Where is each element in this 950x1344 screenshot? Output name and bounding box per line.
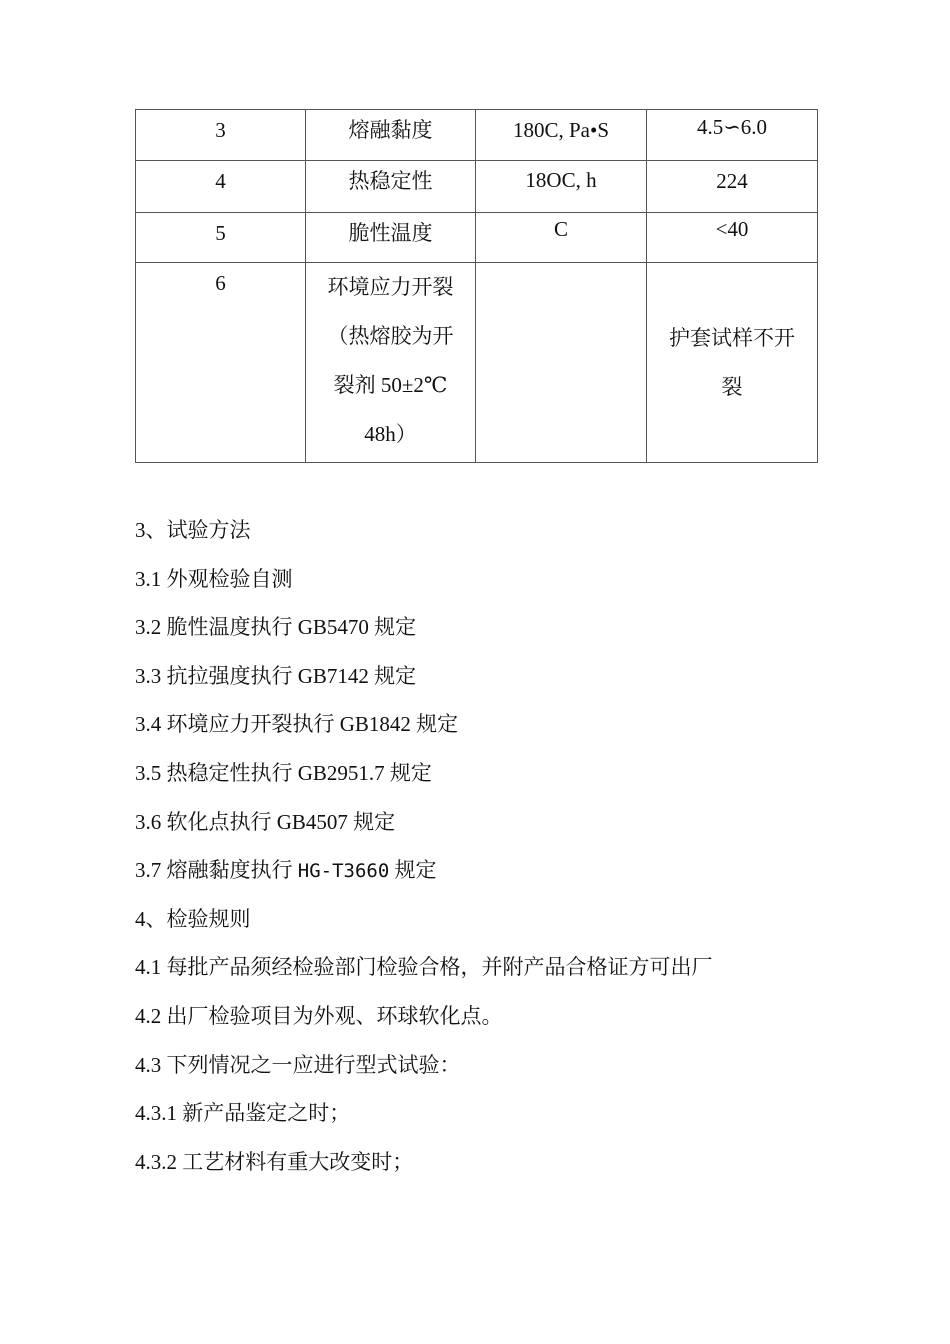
body-text [135,506,835,1186]
cell-item: 熔融黏度 [306,110,476,161]
cell-item-line: 48h） [364,422,417,446]
paragraph: 4.1 每批产品须经检验部门检验合格，并附产品合格证方可出厂 [135,955,713,980]
cell-unit: 180C, Pa•S [476,110,647,161]
table-row [136,110,818,161]
cell-no: 5 [136,213,306,263]
cell-unit [476,263,647,463]
table-row [136,263,818,463]
paragraph: 4.3 下列情况之一应进行型式试验： [135,1052,461,1077]
cell-item-line: （热熔胶为开 [327,324,454,348]
section-heading: 4、检验规则 [135,906,251,931]
standard-code: HG-T3660 [297,860,390,883]
paragraph [135,846,835,895]
paragraph-prefix: 3.7 熔融黏度执行 [135,858,298,883]
cell-value: 4.5∽6.0 [647,110,818,161]
paragraph: 3.3 抗拉强度执行 GB7142 规定 [135,663,417,688]
cell-no: 4 [136,161,306,213]
cell-no: 6 [136,263,306,463]
paragraph: 4.2 出厂检验项目为外观、环球软化点。 [135,1003,503,1028]
cell-item-line: 裂剂 50±2℃ [333,373,448,397]
paragraph: 3.6 软化点执行 GB4507 规定 [135,809,396,834]
paragraph: 4.3.2 工艺材料有重大改变时； [135,1149,414,1174]
cell-value: <40 [647,213,818,263]
cell-item: 脆性温度 [306,213,476,263]
cell-unit: 18OC, h [476,161,647,213]
cell-value: 224 [647,161,818,213]
paragraph: 3.4 环境应力开裂执行 GB1842 规定 [135,712,459,737]
cell-item-line: 环境应力开裂 [327,275,454,299]
paragraph-suffix: 规定 [389,858,437,883]
table-row [136,161,818,213]
paragraph: 3.5 热稳定性执行 GB2951.7 规定 [135,760,432,785]
spec-table [135,109,818,463]
cell-value-line: 裂 [721,374,743,399]
cell-value [647,263,818,463]
cell-no: 3 [136,110,306,161]
table-row [136,213,818,263]
cell-unit: C [476,213,647,263]
paragraph: 3.1 外观检验自测 [135,566,293,591]
section-heading: 3、试验方法 [135,518,251,542]
paragraph: 4.3.1 新产品鉴定之时； [135,1101,351,1126]
cell-item: 热稳定性 [306,161,476,213]
paragraph: 3.2 脆性温度执行 GB5470 规定 [135,615,417,640]
cell-item [306,263,476,463]
cell-value-line: 护套试样不开 [669,325,795,350]
